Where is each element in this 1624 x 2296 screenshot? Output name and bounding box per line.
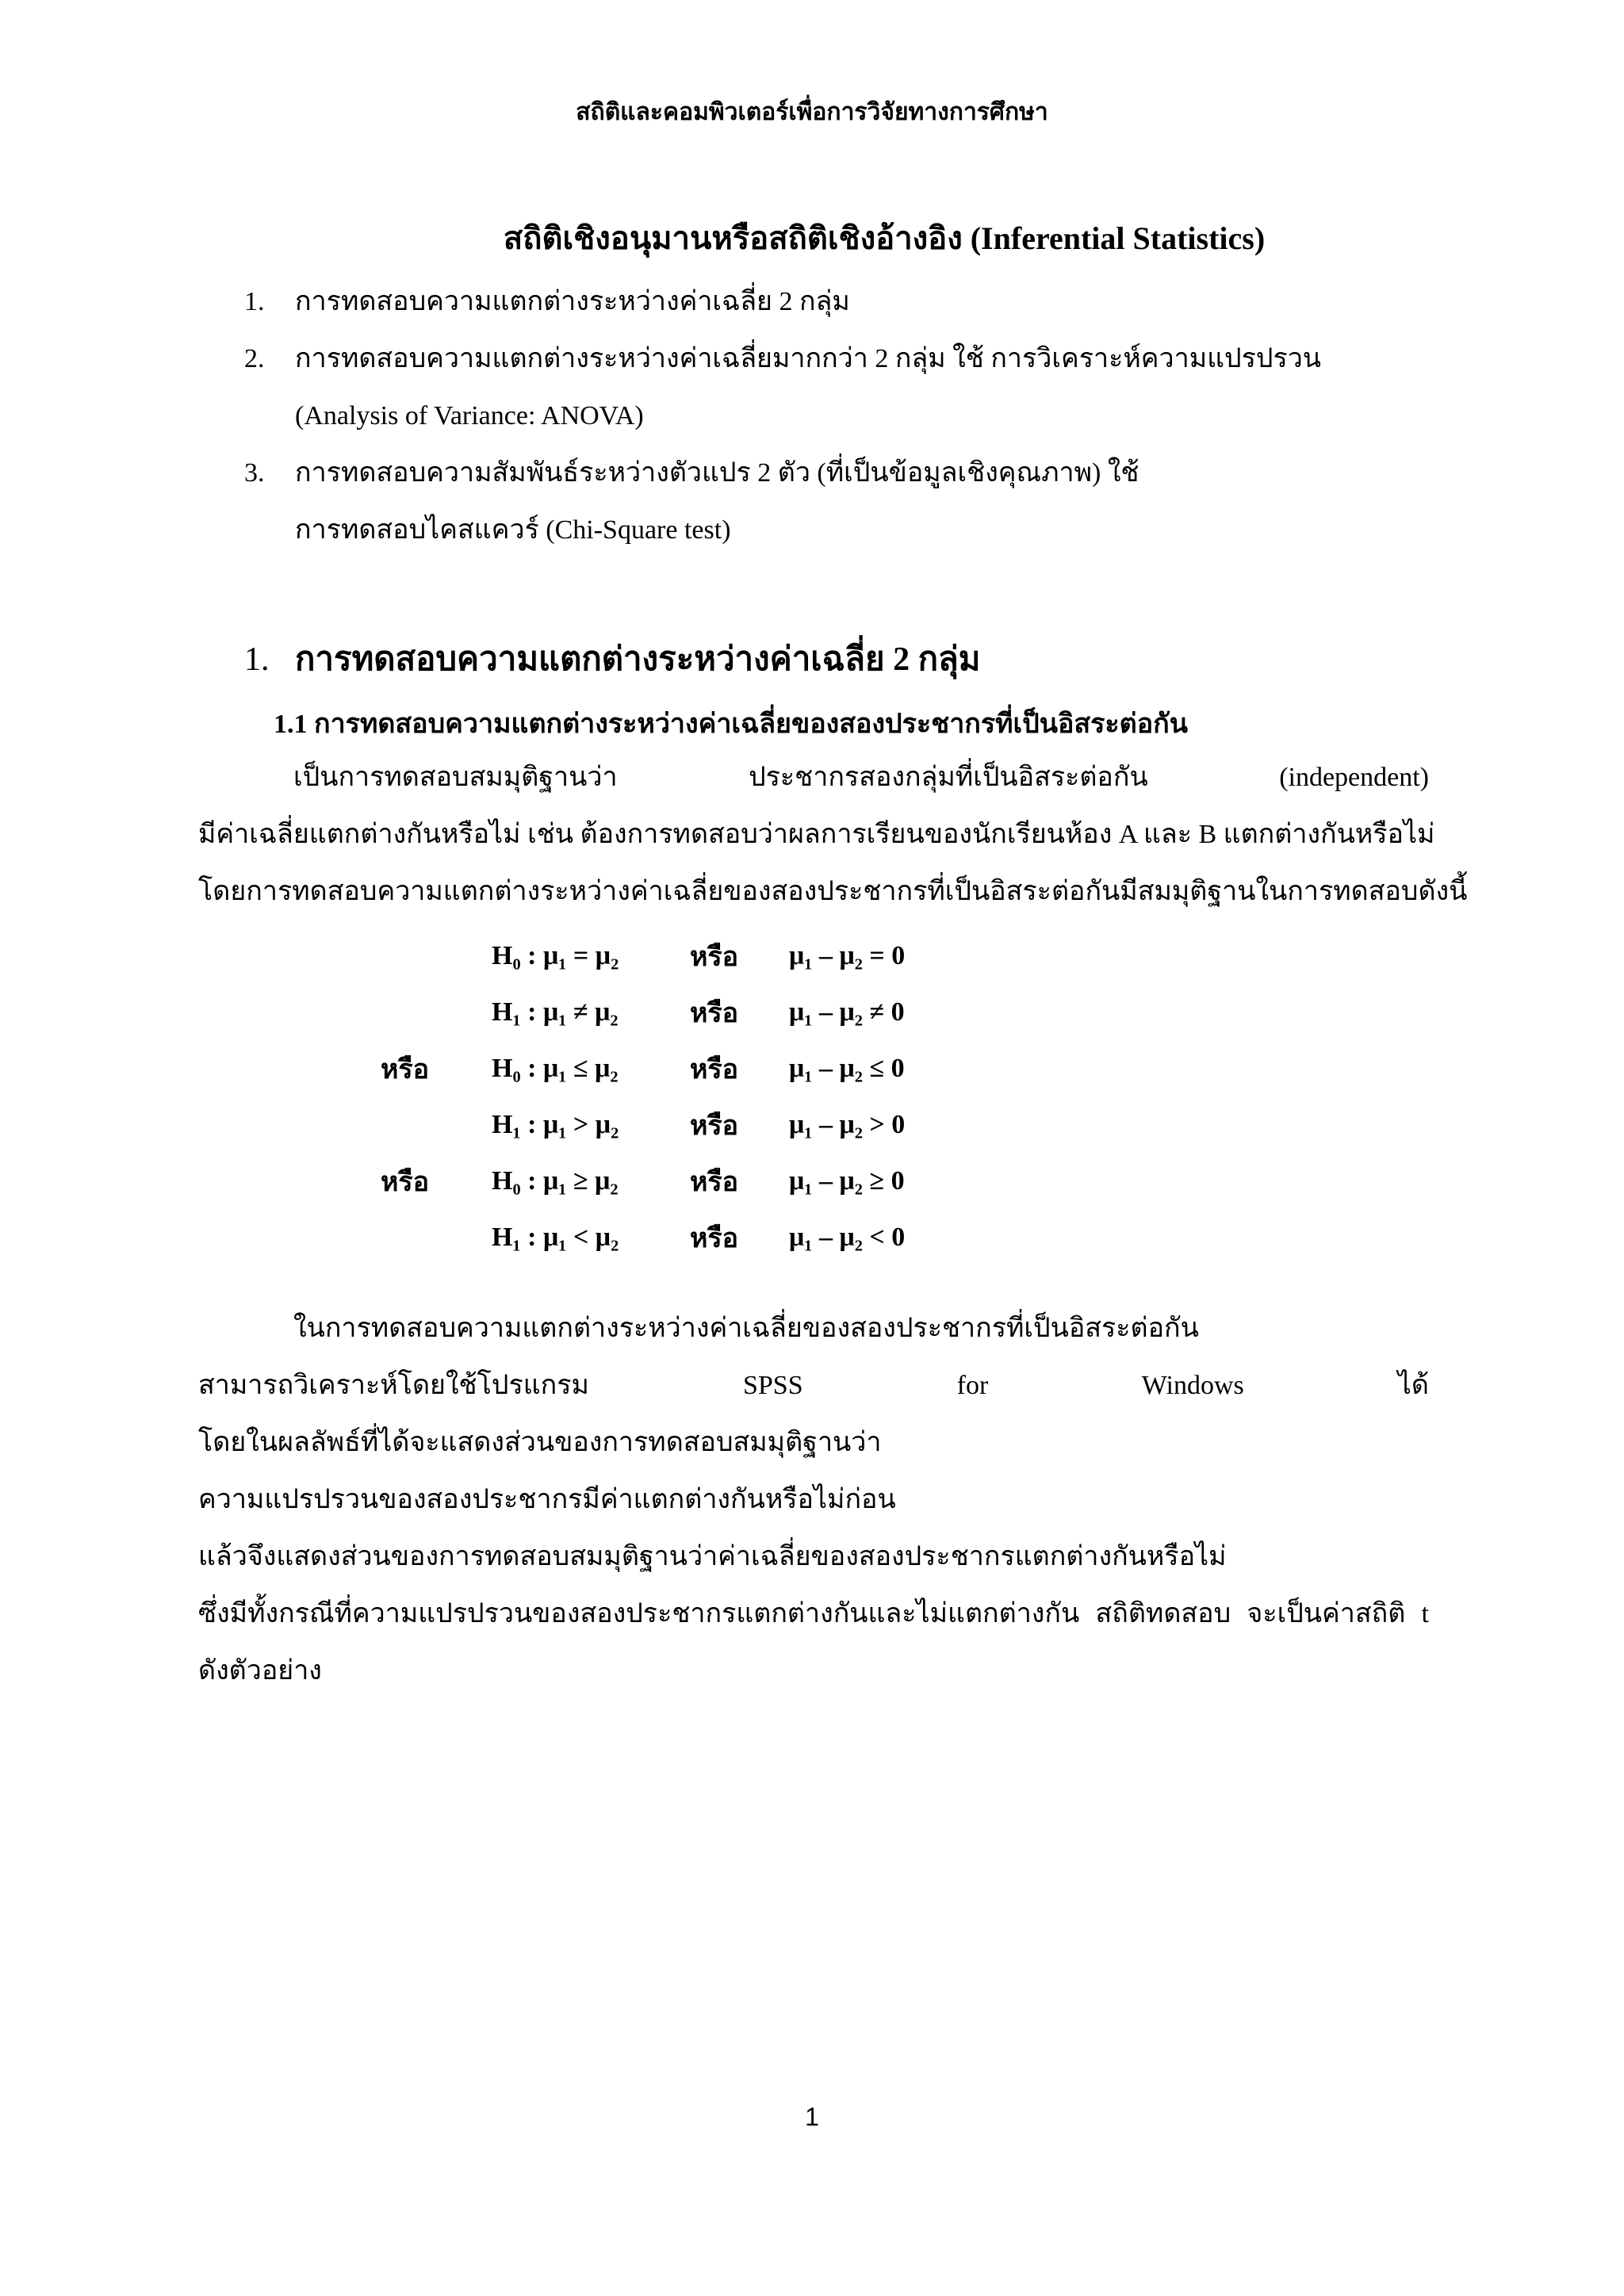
- hypothesis-row: [381, 928, 905, 984]
- hypothesis-expression: H₁ : μ₁ > μ₂: [492, 1109, 619, 1139]
- topic-text: การทดสอบความแตกต่างระหว่างค่าเฉลี่ย 2 กลุ่ม: [295, 287, 850, 316]
- hypothesis-or-connector: หรือ: [690, 998, 739, 1028]
- hypothesis-row: [381, 1209, 905, 1265]
- hypothesis-or-label: หรือ: [381, 1167, 430, 1197]
- topic-number: 1.: [244, 287, 265, 316]
- topic-text: การทดสอบความสัมพันธ์ระหว่างตัวแปร 2 ตัว (ที่เป็นข้อมูลเชิงคุณภาพ) ใช้: [295, 458, 1139, 488]
- hypothesis-or-connector: หรือ: [690, 1054, 739, 1085]
- hypothesis-row: [381, 1096, 905, 1153]
- paragraph-line: เป็นการทดสอบสมมุติฐานว่า ประชากรสองกลุ่มที่เป็นอิสระต่อกัน (independent): [293, 763, 1429, 792]
- paragraph-line: มีค่าเฉลี่ยแตกต่างกันหรือไม่ เช่น ต้องการทดสอบว่าผลการเรียนของนักเรียนห้อง A และ B แตกต่างกันหรือไม่: [198, 820, 1435, 849]
- section-heading: [244, 633, 980, 685]
- paragraph-line: โดยการทดสอบความแตกต่างระหว่างค่าเฉลี่ยของสองประชากรที่เป็นอิสระต่อกันมีสมมุติฐานในการทดสอบดังนี้: [198, 877, 1468, 906]
- hypothesis-expression: H₀ : μ₁ = μ₂: [492, 940, 619, 970]
- hypothesis-row: [381, 1040, 905, 1096]
- topic-number: 2.: [244, 344, 265, 373]
- section-title: การทดสอบความแตกต่างระหว่างค่าเฉลี่ย 2 กลุ่ม: [295, 641, 981, 678]
- hypothesis-difference: μ₁ – μ₂ = 0: [789, 940, 906, 970]
- paragraph-line: ดังตัวอย่าง: [198, 1656, 322, 1686]
- hypothesis-or-connector: หรือ: [690, 1223, 739, 1253]
- topic-text: การทดสอบไคสแควร์ (Chi-Square test): [295, 515, 731, 545]
- paragraph-line: โดยในผลลัพธ์ที่ได้จะแสดงส่วนของการทดสอบสมมุติฐานว่า: [198, 1428, 882, 1457]
- hypothesis-table: [381, 928, 905, 1265]
- hypothesis-expression: H₁ : μ₁ ≠ μ₂: [492, 997, 619, 1027]
- subsection-heading: 1.1 การทดสอบความแตกต่างระหว่างค่าเฉลี่ยของสองประชากรที่เป็นอิสระต่อกัน: [274, 710, 1189, 739]
- running-header: สถิติและคอมพิวเตอร์เพื่อการวิจัยทางการศึกษา: [576, 99, 1048, 125]
- topic-text: (Analysis of Variance: ANOVA): [295, 401, 644, 430]
- hypothesis-row: [381, 1153, 905, 1209]
- hypothesis-or-label: [381, 1209, 492, 1265]
- paragraph-line: ความแปรปรวนของสองประชากรมีค่าแตกต่างกันหรือไม่ก่อน: [198, 1485, 896, 1514]
- hypothesis-or-label: [381, 984, 492, 1040]
- topic-item-3: [244, 445, 1434, 559]
- page-number: 1: [805, 2103, 819, 2131]
- intro-paragraph: [198, 749, 1468, 920]
- paragraph-line: ในการทดสอบความแตกต่างระหว่างค่าเฉลี่ยของสองประชากรที่เป็นอิสระต่อกัน: [293, 1314, 1199, 1343]
- hypothesis-expression: H₀ : μ₁ ≤ μ₂: [492, 1053, 619, 1083]
- hypothesis-row: [381, 984, 905, 1040]
- hypothesis-or-label: [381, 1096, 492, 1153]
- hypothesis-or-connector: หรือ: [690, 942, 739, 972]
- topic-item-2: [244, 331, 1434, 445]
- hypothesis-expression: H₁ : μ₁ < μ₂: [492, 1222, 619, 1252]
- paragraph-line: ซึ่งมีทั้งกรณีที่ความแปรปรวนของสองประชากรแตกต่างกันและไม่แตกต่างกัน สถิติทดสอบ จะเป็นค่าสถิติ t: [198, 1599, 1429, 1628]
- hypothesis-or-label: หรือ: [381, 1054, 430, 1085]
- hypothesis-or-label: [381, 928, 492, 984]
- hypothesis-difference: μ₁ – μ₂ ≥ 0: [789, 1165, 905, 1196]
- paragraph-line: สามารถวิเคราะห์โดยใช้โปรแกรม SPSS for Windows ได้: [198, 1371, 1429, 1400]
- section-number: 1.: [244, 641, 270, 678]
- hypothesis-or-connector: หรือ: [690, 1167, 739, 1197]
- topic-list: [244, 274, 1434, 559]
- topic-number: 3.: [244, 458, 265, 488]
- hypothesis-difference: μ₁ – μ₂ < 0: [789, 1222, 906, 1252]
- topic-text: การทดสอบความแตกต่างระหว่างค่าเฉลี่ยมากกว่า 2 กลุ่ม ใช้ การวิเคราะห์ความแปรปรวน: [295, 344, 1322, 373]
- hypothesis-expression: H₀ : μ₁ ≥ μ₂: [492, 1165, 619, 1196]
- spss-paragraph: [198, 1300, 1429, 1700]
- topic-item-1: [244, 274, 1434, 331]
- hypothesis-difference: μ₁ – μ₂ ≤ 0: [789, 1053, 905, 1083]
- hypothesis-or-connector: หรือ: [690, 1111, 739, 1141]
- hypothesis-difference: μ₁ – μ₂ ≠ 0: [789, 997, 905, 1027]
- hypothesis-difference: μ₁ – μ₂ > 0: [789, 1109, 906, 1139]
- page-title: สถิติเชิงอนุมานหรือสถิติเชิงอ้างอิง (Inferential Statistics): [503, 220, 1266, 256]
- paragraph-line: แล้วจึงแสดงส่วนของการทดสอบสมมุติฐานว่าค่าเฉลี่ยของสองประชากรแตกต่างกันหรือไม่: [198, 1542, 1227, 1571]
